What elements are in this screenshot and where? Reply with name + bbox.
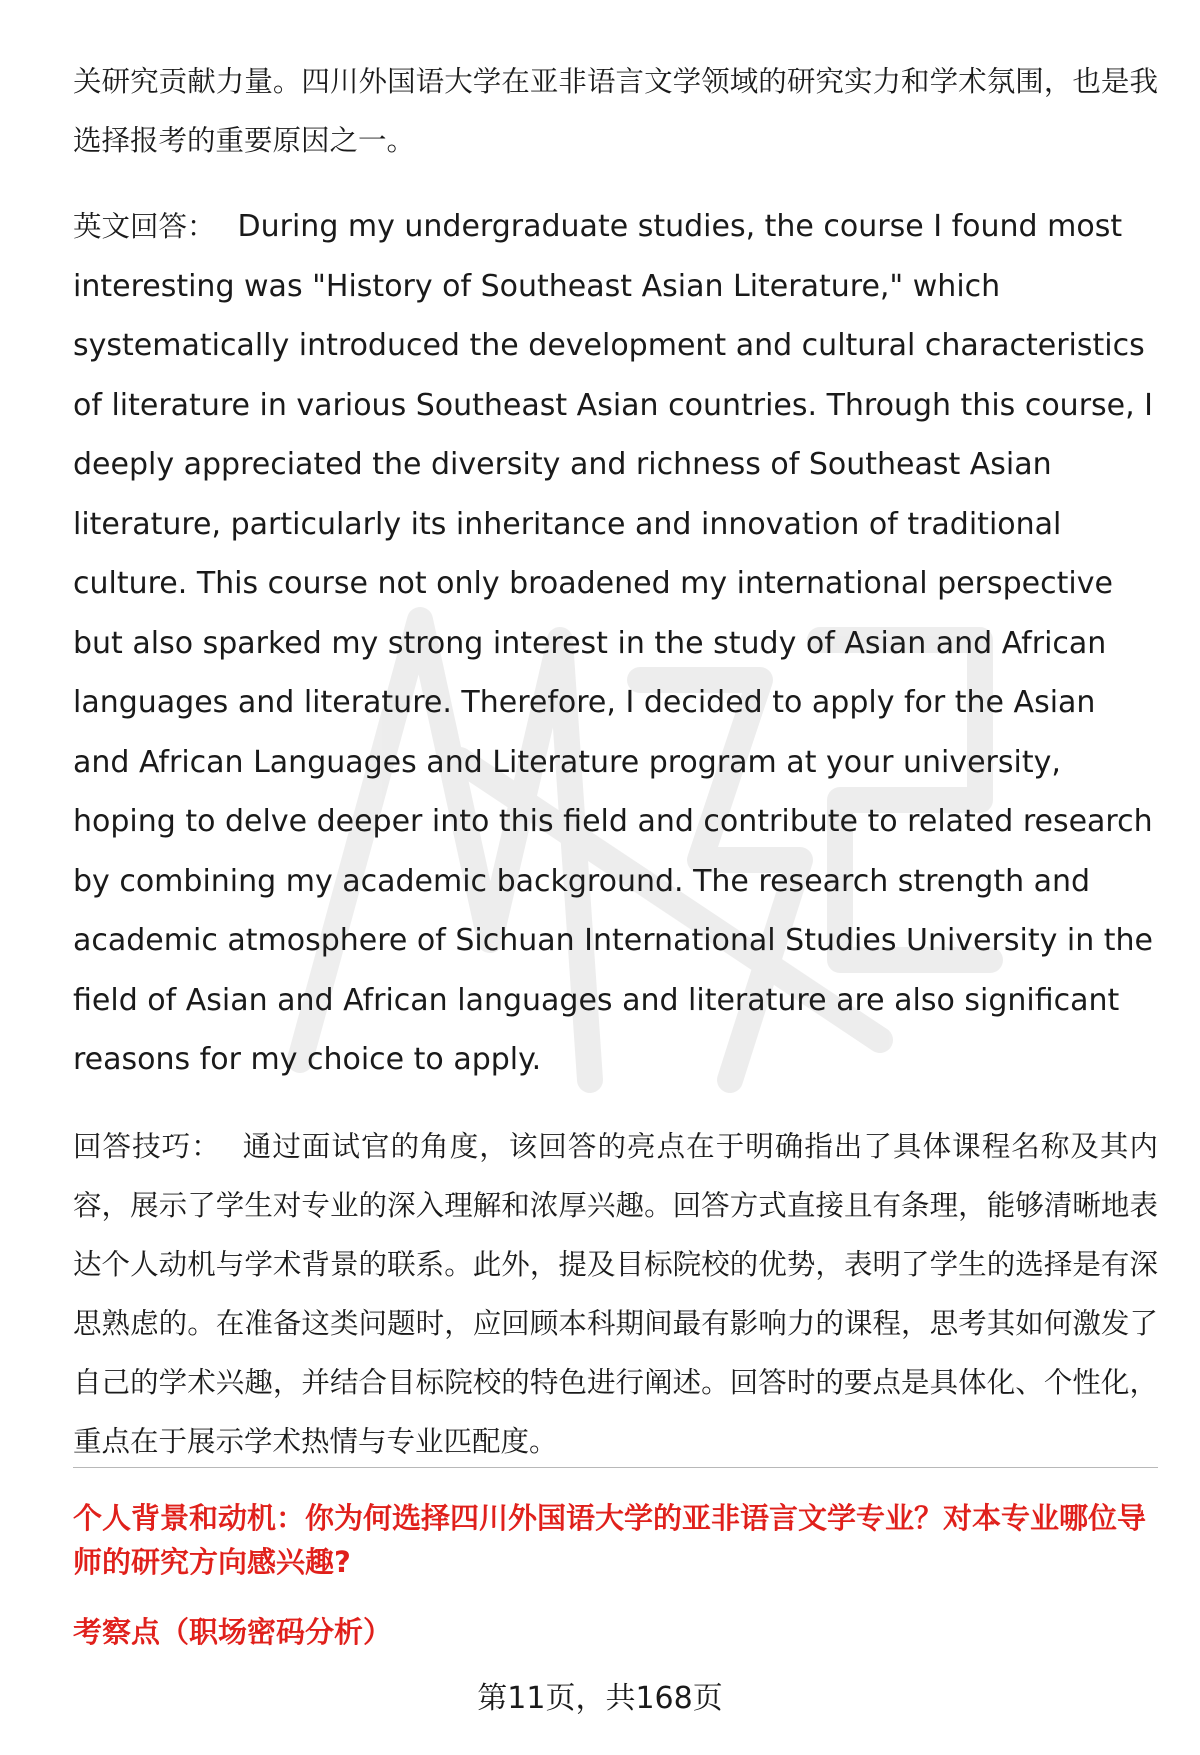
section-divider xyxy=(73,1467,1158,1468)
main-content xyxy=(73,52,1158,1471)
english-answer-text: During my undergraduate studies, the course I found most interesting was "History of Southeast Asian Literature," which systematically introduced the development and cultural characteristics of literature in various Southeast Asian countries. Through this course, I deeply appreciated the diversity and richness of Southeast Asian literature, particularly its inheritance and innovation of traditional culture. This course not only broadened my international perspective but also sparked my strong interest in the study of Asian and African languages and literature. Therefore, I decided to apply for the Asian and African Languages and Literature program at your university, hoping to delve deeper into this field and contribute to related research by combining my academic background. The research strength and academic atmosphere of Sichuan International Studies University in the field of Asian and African languages and literature are also significant reasons for my choice to apply. xyxy=(73,209,1154,1077)
intro-paragraph: 关研究贡献力量。四川外国语大学在亚非语言文学领域的研究实力和学术氛围，也是我选择报考的重要原因之一。 xyxy=(73,65,1158,157)
page-footer: 第11页，共168页 xyxy=(477,1681,723,1716)
answer-tips-label: 回答技巧： xyxy=(73,1129,221,1163)
answer-tips-text: 通过面试官的角度，该回答的亮点在于明确指出了具体课程名称及其内容，展示了学生对专业的深入理解和浓厚兴趣。回答方式直接且有条理，能够清晰地表达个人动机与学术背景的联系。此外，提及目标院校的优势，表明了学生的选择是有深思熟虑的。在准备这类问题时，应回顾本科期间最有影响力的课程，思考其如何激发了自己的学术兴趣，并结合目标院校的特色进行阐述。回答时的要点是具体化、个性化，重点在于展示学术热情与专业匹配度。 xyxy=(73,1129,1158,1458)
section-heading: 考察点（职场密码分析） xyxy=(73,1615,393,1649)
answer-tips-paragraph xyxy=(73,1117,1158,1471)
english-answer-paragraph xyxy=(73,197,1158,1090)
interview-question: 个人背景和动机：你为何选择四川外国语大学的亚非语言文学专业？对本专业哪位导师的研究方向感兴趣? xyxy=(73,1501,1147,1579)
english-answer-label: 英文回答： xyxy=(73,210,216,243)
